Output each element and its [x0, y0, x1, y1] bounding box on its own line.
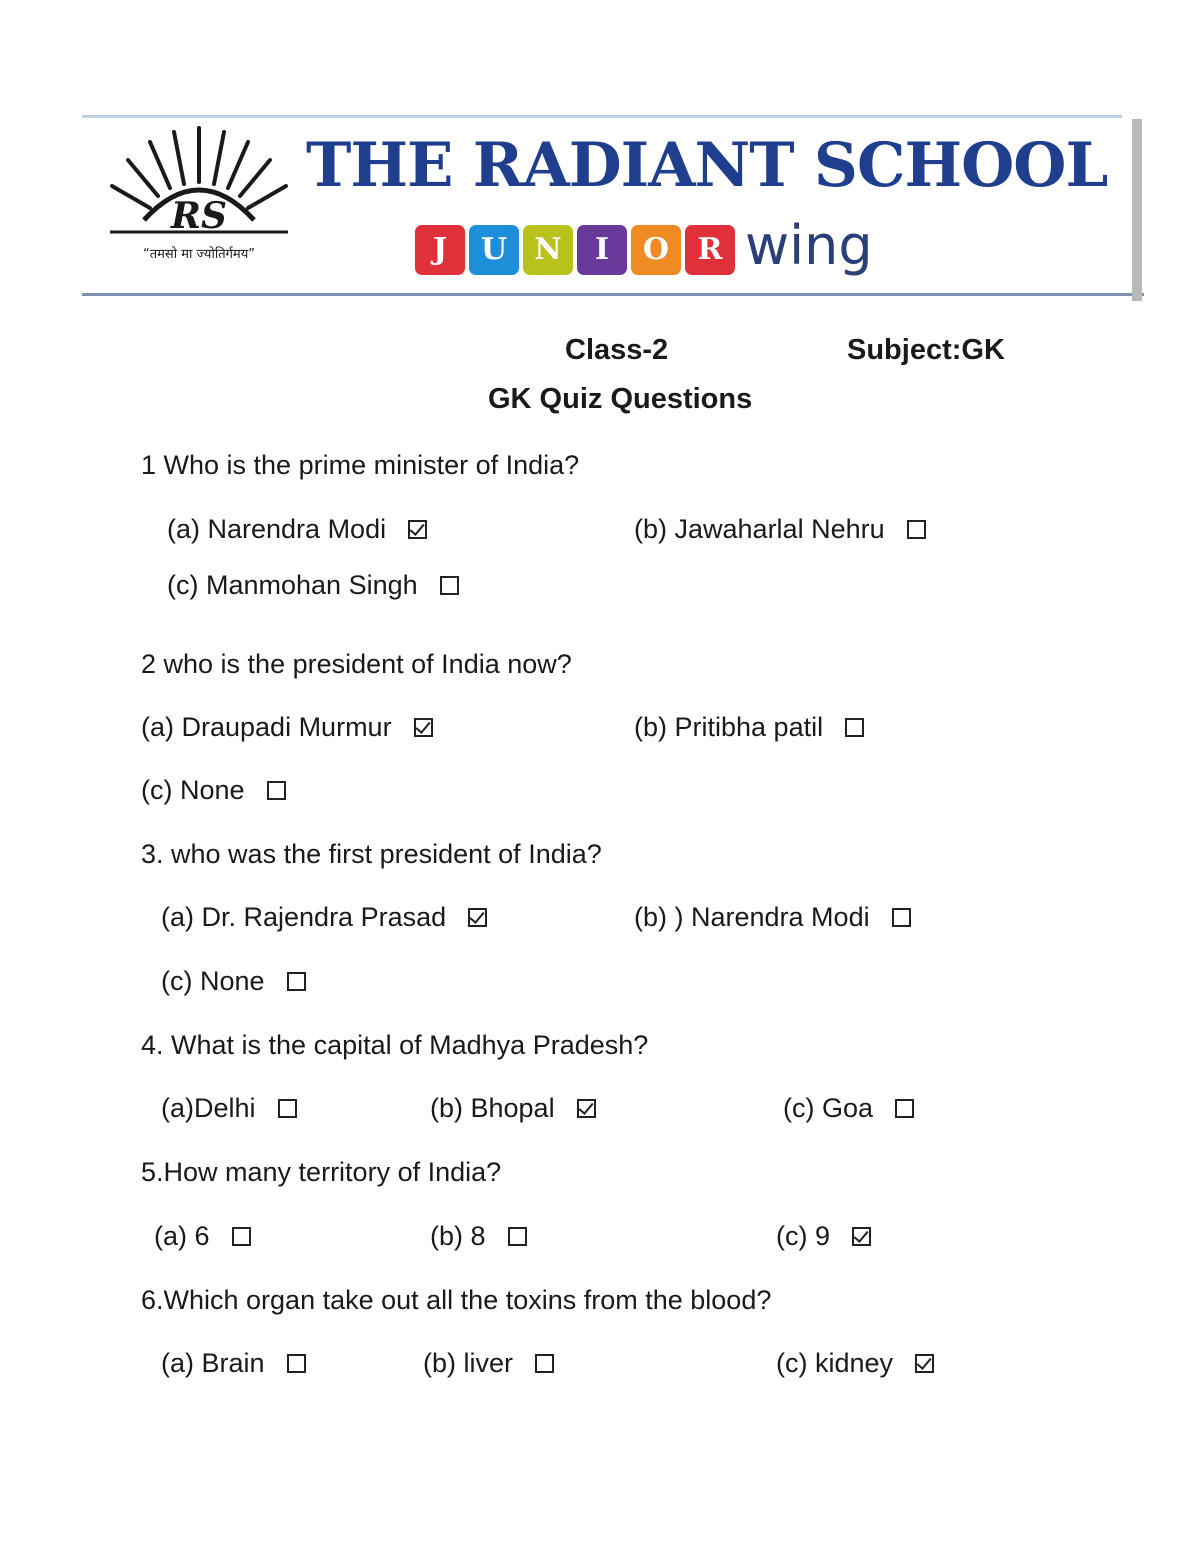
q3-option-a[interactable]: (a) Dr. Rajendra Prasad — [161, 904, 487, 931]
school-header — [82, 112, 1144, 302]
header-side-bar — [1132, 119, 1142, 301]
question-5-text: 5.How many territory of India? — [141, 1157, 502, 1187]
class-label: Class-2 — [565, 334, 669, 366]
junior-letter-tile: R — [685, 225, 735, 275]
logo-initials: RS — [171, 195, 227, 237]
header-top-rule — [82, 115, 1122, 118]
junior-letter-tile: O — [631, 225, 681, 275]
q1-option-a[interactable]: (a) Narendra Modi — [167, 516, 427, 543]
checkbox-icon[interactable] — [535, 1354, 554, 1373]
q2-option-c[interactable]: (c) None — [141, 777, 286, 804]
q2-option-a[interactable]: (a) Draupadi Murmur — [141, 714, 433, 741]
quiz-title: GK Quiz Questions — [488, 383, 753, 415]
checkbox-icon[interactable] — [232, 1227, 251, 1246]
question-3-text: 3. who was the first president of India? — [141, 839, 602, 869]
school-name: THE RADIANT SCHOOL — [306, 130, 1108, 201]
junior-wing-banner — [415, 214, 873, 277]
question-4-text: 4. What is the capital of Madhya Pradesh? — [141, 1030, 649, 1060]
checkbox-checked-icon[interactable] — [408, 520, 427, 539]
q3-option-b[interactable]: (b) ) Narendra Modi — [634, 904, 911, 931]
question-1-text: 1 Who is the prime minister of India? — [141, 450, 580, 480]
checkbox-icon[interactable] — [845, 718, 864, 737]
header-bottom-rule — [82, 293, 1144, 296]
q5-option-b[interactable]: (b) 8 — [430, 1223, 527, 1250]
wing-word: wing — [745, 214, 873, 277]
question-6-text: 6.Which organ take out all the toxins from the blood? — [141, 1285, 772, 1315]
q4-option-b[interactable]: (b) Bhopal — [430, 1095, 596, 1122]
checkbox-icon[interactable] — [892, 908, 911, 927]
checkbox-icon[interactable] — [267, 781, 286, 800]
q1-option-c[interactable]: (c) Manmohan Singh — [167, 572, 459, 599]
checkbox-checked-icon[interactable] — [414, 718, 433, 737]
checkbox-checked-icon[interactable] — [915, 1354, 934, 1373]
checkbox-icon[interactable] — [287, 972, 306, 991]
school-logo-icon — [104, 120, 294, 270]
checkbox-icon[interactable] — [278, 1099, 297, 1118]
checkbox-icon[interactable] — [907, 520, 926, 539]
q6-option-c[interactable]: (c) kidney — [776, 1350, 934, 1377]
q3-option-c[interactable]: (c) None — [161, 968, 306, 995]
checkbox-icon[interactable] — [440, 576, 459, 595]
checkbox-icon[interactable] — [287, 1354, 306, 1373]
q6-option-b[interactable]: (b) liver — [423, 1350, 554, 1377]
school-motto: “तमसो मा ज्योतिर्गमय” — [143, 247, 255, 262]
q1-option-b[interactable]: (b) Jawaharlal Nehru — [634, 516, 926, 543]
q4-option-c[interactable]: (c) Goa — [783, 1095, 914, 1122]
checkbox-icon[interactable] — [895, 1099, 914, 1118]
junior-letter-tile: J — [415, 225, 465, 275]
checkbox-icon[interactable] — [508, 1227, 527, 1246]
junior-letter-tile: N — [523, 225, 573, 275]
junior-letter-tile: U — [469, 225, 519, 275]
junior-letter-tile: I — [577, 225, 627, 275]
q5-option-c[interactable]: (c) 9 — [776, 1223, 871, 1250]
checkbox-checked-icon[interactable] — [468, 908, 487, 927]
checkbox-checked-icon[interactable] — [852, 1227, 871, 1246]
question-2-text: 2 who is the president of India now? — [141, 649, 572, 679]
subject-label: Subject:GK — [847, 334, 1005, 366]
q2-option-b[interactable]: (b) Pritibha patil — [634, 714, 864, 741]
checkbox-checked-icon[interactable] — [577, 1099, 596, 1118]
q4-option-a[interactable]: (a)Delhi — [161, 1095, 297, 1122]
q6-option-a[interactable]: (a) Brain — [161, 1350, 306, 1377]
q5-option-a[interactable]: (a) 6 — [154, 1223, 251, 1250]
